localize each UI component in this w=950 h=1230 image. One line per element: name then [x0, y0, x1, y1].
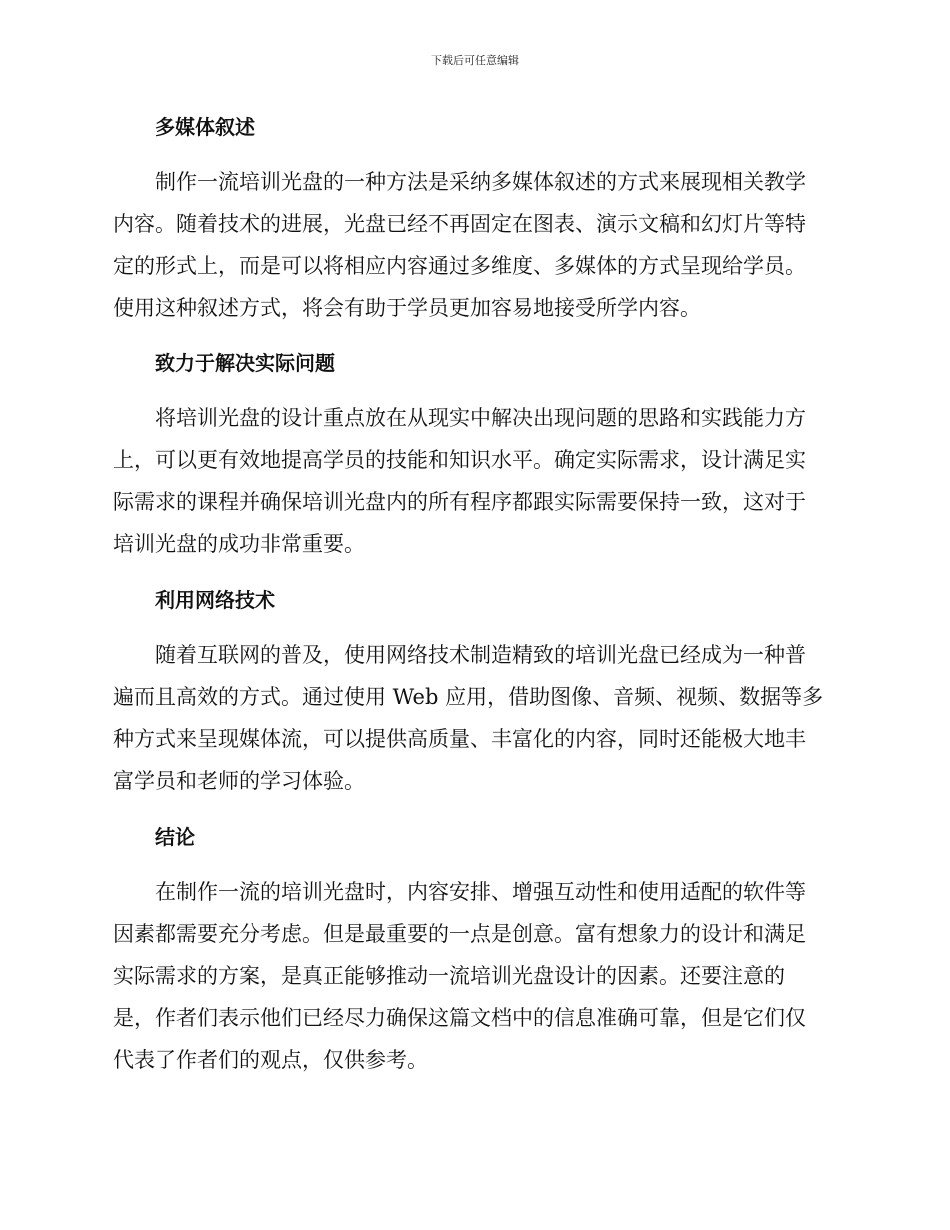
paragraph-line: 随着互联网的普及，使用网络技术制造精致的培训光盘已经成为一种普: [155, 643, 806, 667]
paragraph-line: 遍而且高效的方式。通过使用 Web 应用，借助图像、音频、视频、数据等多: [113, 685, 824, 709]
paragraph-line: 富学员和老师的学习体验。: [113, 769, 365, 793]
section-heading: 利用网络技术: [155, 588, 275, 612]
section-heading: 致力于解决实际问题: [155, 351, 335, 375]
paragraph-line: 将培训光盘的设计重点放在从现实中解决出现问题的思路和实践能力方: [155, 406, 806, 430]
paragraph-line: 因素都需要充分考虑。但是最重要的一点是创意。富有想象力的设计和满足: [113, 922, 806, 946]
section-heading: 多媒体叙述: [155, 115, 255, 139]
paragraph-line: 定的形式上，而是可以将相应内容通过多维度、多媒体的方式呈现给学员。: [113, 254, 806, 278]
paragraph-line: 际需求的课程并确保培训光盘内的所有程序都跟实际需要保持一致，这对于: [113, 490, 806, 514]
section-heading: 结论: [155, 825, 195, 849]
paragraph-line: 种方式来呈现媒体流，可以提供高质量、丰富化的内容，同时还能极大地丰: [113, 727, 806, 751]
paragraph-line: 上，可以更有效地提高学员的技能和知识水平。确定实际需求，设计满足实: [113, 448, 806, 472]
page-header: 下载后可任意编辑: [431, 54, 519, 67]
paragraph-line: 代表了作者们的观点，仅供参考。: [113, 1048, 428, 1072]
paragraph-line: 是，作者们表示他们已经尽力确保这篇文档中的信息准确可靠，但是它们仅: [113, 1006, 806, 1030]
paragraph-line: 培训光盘的成功非常重要。: [113, 532, 365, 556]
paragraph-line: 实际需求的方案，是真正能够推动一流培训光盘设计的因素。还要注意的: [113, 964, 785, 988]
paragraph-line: 制作一流培训光盘的一种方法是采纳多媒体叙述的方式来展现相关教学: [155, 170, 806, 194]
paragraph-line: 在制作一流的培训光盘时，内容安排、增强互动性和使用适配的软件等: [155, 880, 806, 904]
paragraph-line: 使用这种叙述方式，将会有助于学员更加容易地接受所学内容。: [113, 296, 701, 320]
paragraph-line: 内容。随着技术的进展，光盘已经不再固定在图表、演示文稿和幻灯片等特: [113, 212, 806, 236]
